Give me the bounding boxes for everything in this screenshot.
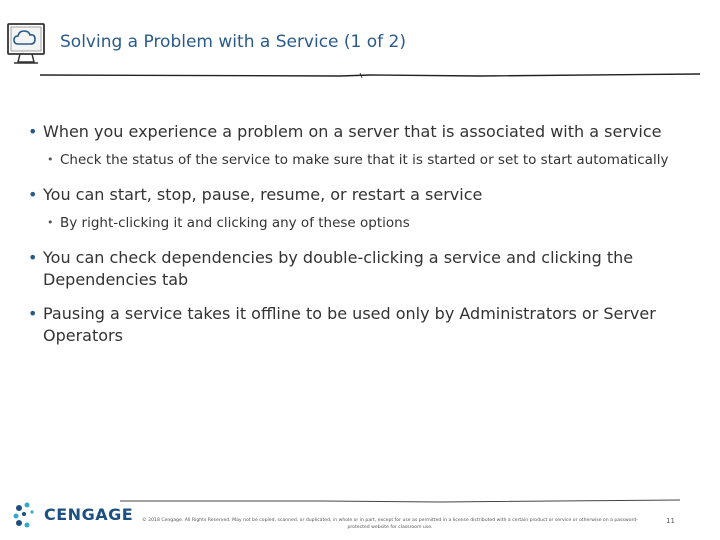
cengage-logo-icon [12,500,42,530]
bullet-item: • You can start, stop, pause, resume, or restart a service [28,184,688,206]
sub-bullet-item: • Check the status of the service to make sure that it is started or set to start automatically [28,150,688,170]
copyright-notice: © 2018 Cengage. All Rights Reserved. May not be copied, scanned, or duplicated, in whole or in part, except for use as permitted in a license distributed with a certain product or service or otherwise on a password-protected website for classroom use. [142,518,638,530]
slide-title: Solving a Problem with a Service (1 of 2) [60,32,407,52]
title-underline [40,69,700,81]
bullet-item: • You can check dependencies by double-clicking a service and clicking the Dependencies tab [28,247,688,291]
footer-rule [120,496,680,506]
bullet-item: • Pausing a service takes it offline to be used only by Administrators or Server Operators [28,303,688,347]
sub-bullet-item: • By right-clicking it and clicking any of these options [28,213,688,233]
page-number: 11 [666,517,675,525]
brand-name: CENGAGE [44,505,134,524]
bullet-item: • When you experience a problem on a server that is associated with a service [28,121,688,143]
bullet-list [28,121,688,347]
cloud-monitor-icon [6,20,48,68]
